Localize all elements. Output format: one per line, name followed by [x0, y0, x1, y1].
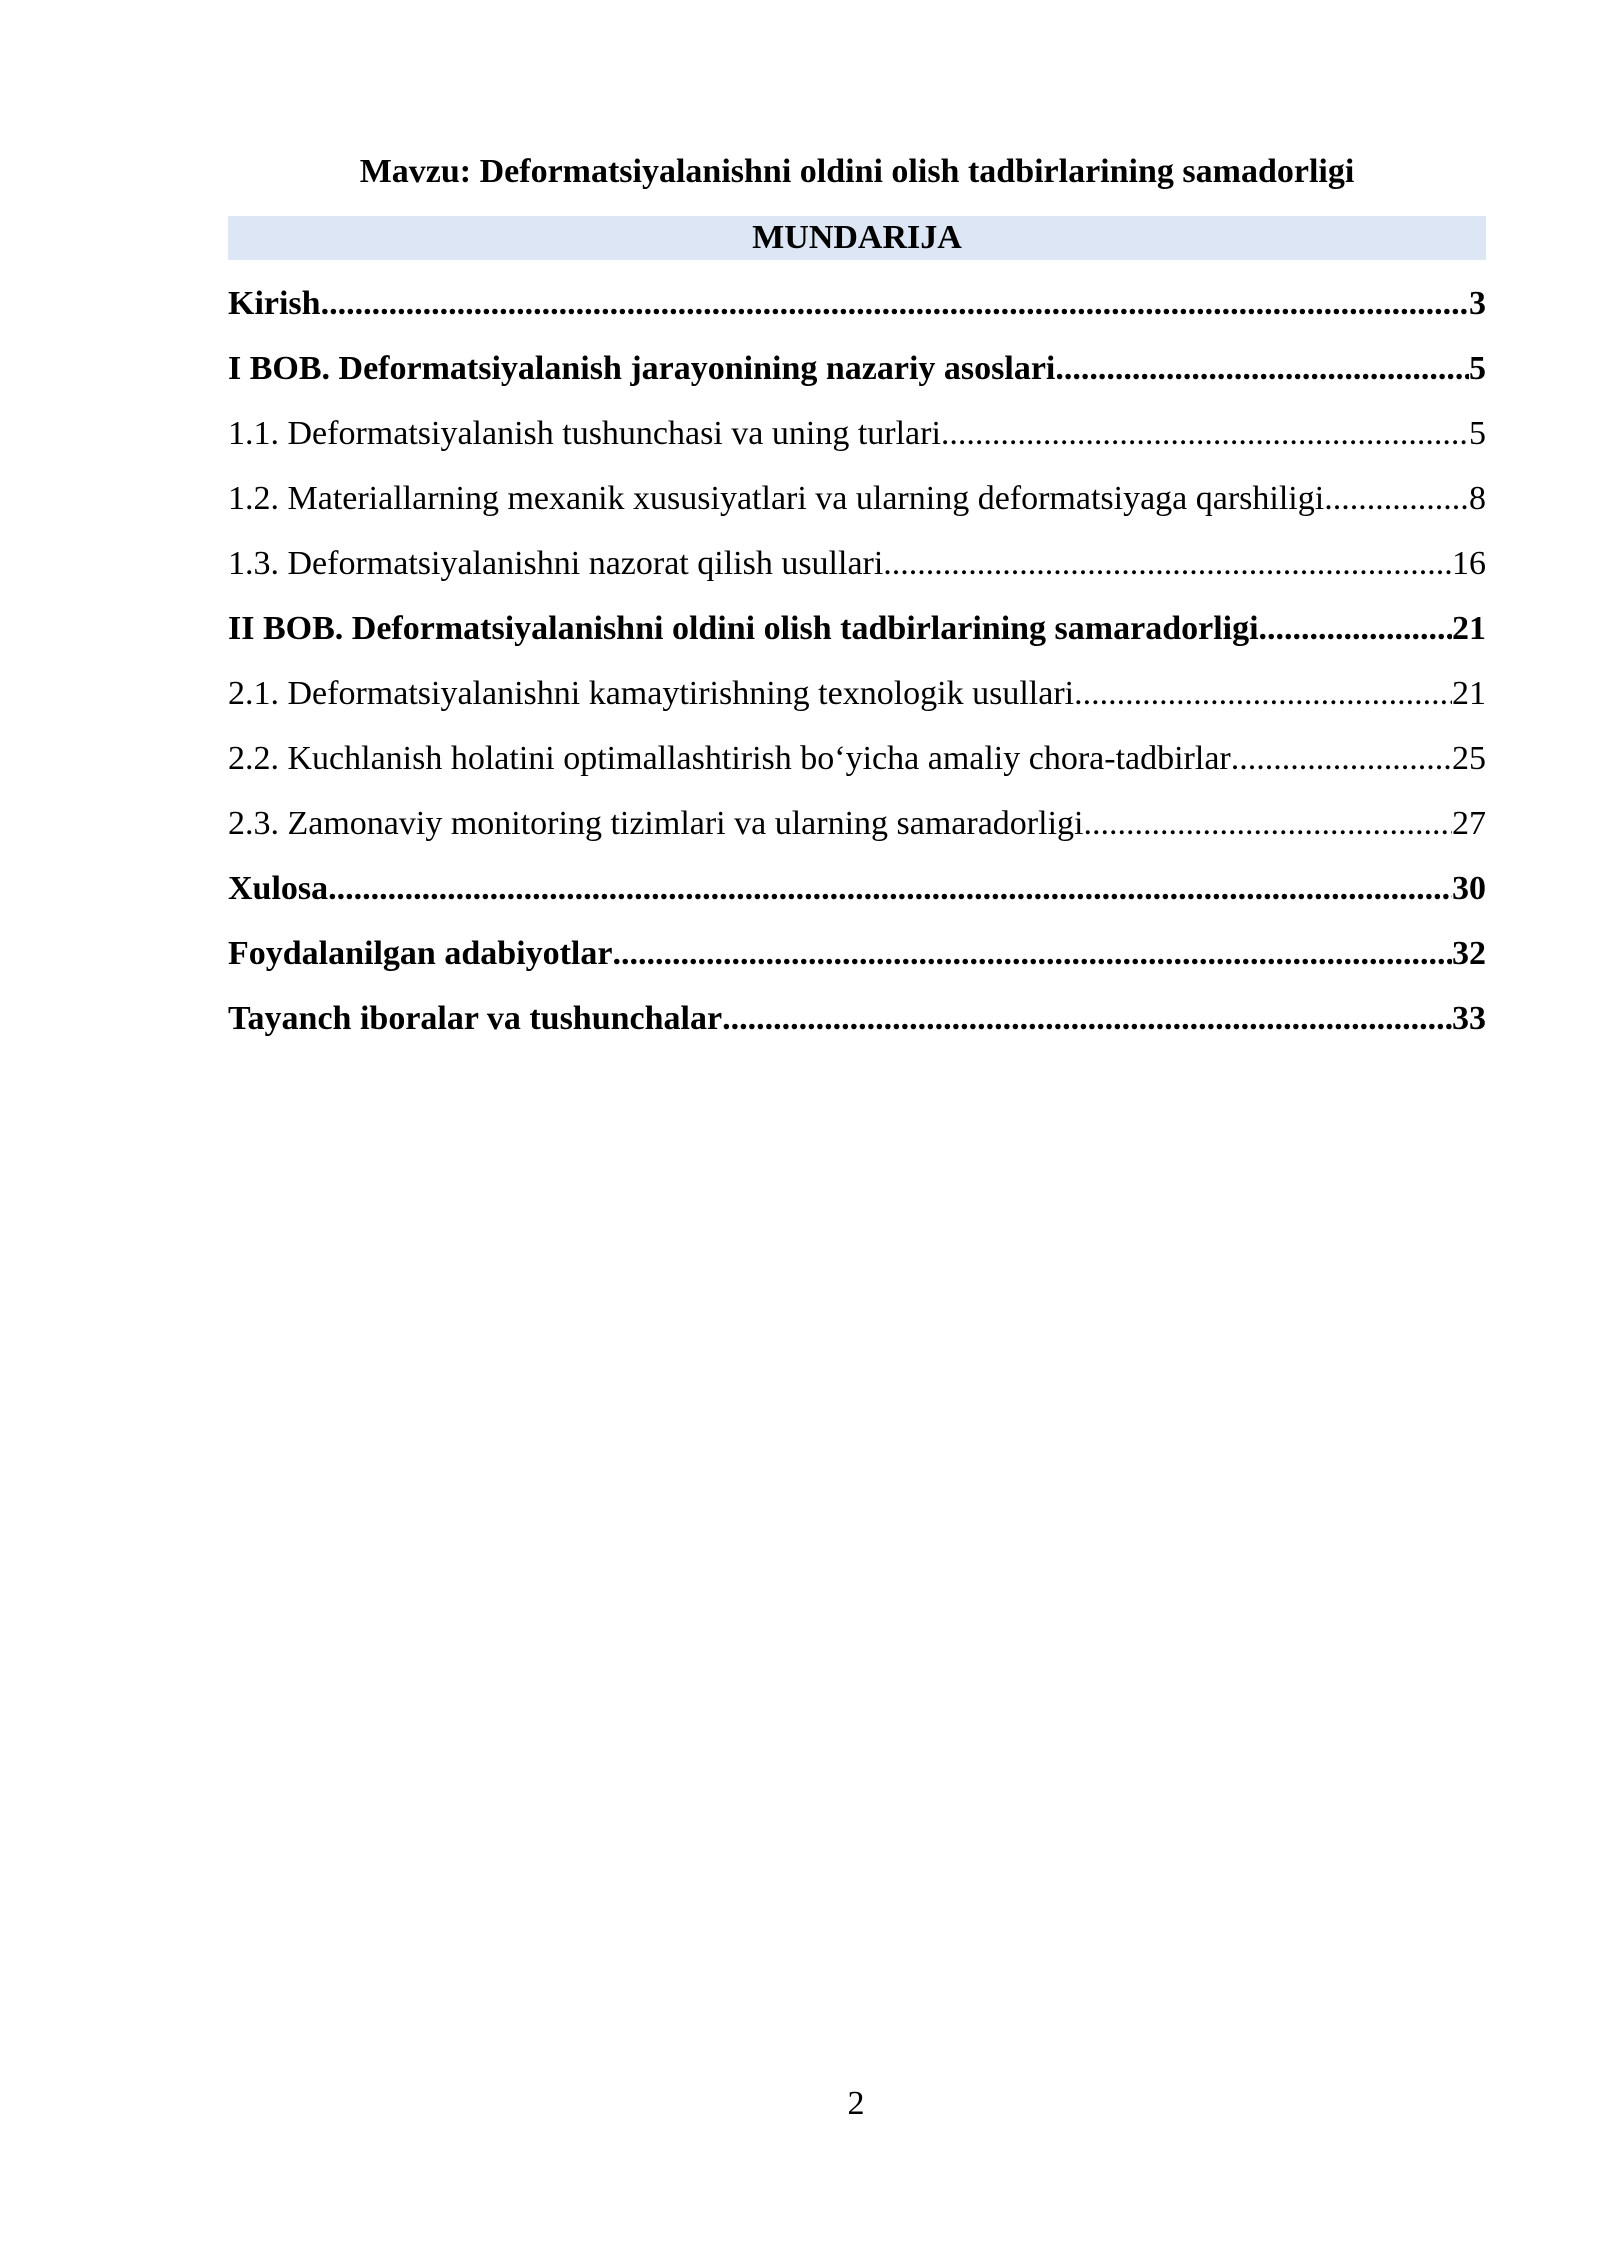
- toc-entry-page: 21: [1452, 610, 1486, 647]
- toc-entry[interactable]: [228, 932, 1486, 997]
- toc-dot-leader: [1259, 607, 1452, 651]
- toc-entry[interactable]: [228, 997, 1486, 1062]
- toc-entry-page: 33: [1452, 1000, 1486, 1037]
- toc-entry-page: 27: [1452, 805, 1486, 842]
- toc-entry-page: 16: [1452, 545, 1486, 582]
- toc-entry-page: 5: [1469, 415, 1486, 452]
- toc-entry-label: 1.2. Materiallarning mexanik xususiyatlari va ularning deformatsiyaga qarshiligi.: [228, 480, 1333, 517]
- toc-entry-label: 1.1. Deformatsiyalanish tushunchasi va uning turlari: [228, 415, 941, 452]
- toc-entry-page: 30: [1452, 870, 1486, 907]
- toc-entry-page: 21: [1452, 675, 1486, 712]
- toc-dot-leader: [1074, 672, 1452, 716]
- toc-entry-label: Kirish: [228, 285, 321, 322]
- toc-entry-label: 2.2. Kuchlanish holatini optimallashtirish bo‘yicha amaliy chora-tadbirlar: [228, 740, 1231, 777]
- toc-entry[interactable]: [228, 412, 1486, 477]
- toc-entry-page: 5: [1469, 350, 1486, 387]
- toc-dot-leader: [1333, 477, 1469, 521]
- toc-entry-label: II BOB. Deformatsiyalanishni oldini olish tadbirlarining samaradorligi: [228, 610, 1259, 647]
- document-title: Mavzu: Deformatsiyalanishni oldini olish tadbirlarining samadorligi: [359, 153, 1355, 190]
- toc-entry-page: 8: [1469, 480, 1486, 517]
- toc-entry-label: Xulosa: [228, 870, 329, 907]
- toc-entry[interactable]: [228, 477, 1486, 542]
- toc-entry-page: 32: [1452, 935, 1486, 972]
- toc-dot-leader: [941, 412, 1469, 456]
- toc-entry[interactable]: [228, 607, 1486, 672]
- toc-entry[interactable]: [228, 542, 1486, 607]
- toc-entry-label: I BOB. Deformatsiyalanish jarayonining nazariy asoslari: [228, 350, 1056, 387]
- toc-entry[interactable]: [228, 802, 1486, 867]
- toc-entry[interactable]: [228, 737, 1486, 802]
- toc-dot-leader: [612, 932, 1452, 976]
- toc-entry-label: 2.3. Zamonaviy monitoring tizimlari va ularning samaradorligi: [228, 805, 1084, 842]
- page-number: 2: [847, 2085, 865, 2122]
- toc-dot-leader: [883, 542, 1452, 586]
- toc-dot-leader: [328, 867, 1452, 911]
- toc-entry-label: 2.1. Deformatsiyalanishni kamaytirishning texnologik usullari: [228, 675, 1075, 712]
- toc-entry-page: 25: [1452, 740, 1486, 777]
- toc-entry-label: Foydalanilgan adabiyotlar: [228, 935, 613, 972]
- toc-entry[interactable]: [228, 867, 1486, 932]
- toc-dot-leader: [1083, 802, 1452, 846]
- toc-heading: MUNDARIJA: [228, 216, 1486, 260]
- toc-dot-leader: [321, 282, 1469, 326]
- toc-dot-leader: [1055, 347, 1469, 391]
- toc-entry[interactable]: [228, 282, 1486, 347]
- toc-entry-label: Tayanch iboralar va tushunchalar: [228, 1000, 723, 1037]
- toc-entry-label: 1.3. Deformatsiyalanishni nazorat qilish usullari: [228, 545, 884, 582]
- toc-entry[interactable]: [228, 347, 1486, 412]
- table-of-contents: [228, 282, 1486, 1062]
- toc-entry-page: 3: [1469, 285, 1486, 322]
- toc-dot-leader: [1231, 737, 1452, 781]
- toc-dot-leader: [722, 997, 1452, 1041]
- toc-entry[interactable]: [228, 672, 1486, 737]
